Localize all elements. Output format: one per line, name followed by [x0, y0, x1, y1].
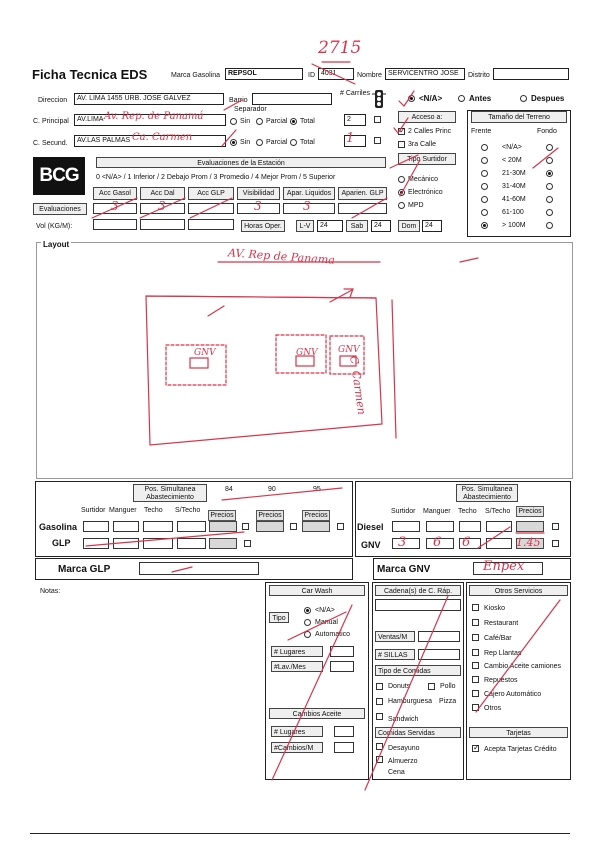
terreno-row-20: < 20M: [502, 157, 522, 164]
gnv-manguer-hand: 6: [433, 535, 442, 550]
surtidor-mecanico-radio[interactable]: [398, 176, 405, 183]
timing-antes-label: Antes: [469, 94, 492, 103]
frente-61100-radio[interactable]: [481, 209, 488, 216]
terreno-row-na: <N/A>: [502, 144, 522, 151]
terreno-header: Tamaño del Terreno: [471, 111, 567, 123]
fr-col-surtidor: Surtidor: [391, 508, 416, 515]
gasolina-techo-input[interactable]: [143, 521, 173, 532]
id-field[interactable]: 4031: [318, 68, 354, 80]
octane-95: 95: [313, 486, 321, 493]
c-secund-label: C. Secund.: [33, 140, 68, 147]
gasolina-precio-84[interactable]: [209, 521, 237, 532]
eval-col-aparien-glp: Aparien. GLP: [338, 187, 387, 200]
c-principal-handwritten: Av. Rep. de Panamá: [104, 111, 204, 122]
id-handwritten: 2715: [318, 38, 362, 58]
carriles-1-check[interactable]: [374, 116, 381, 123]
cadena-field[interactable]: [375, 599, 461, 611]
sillas-field[interactable]: [418, 649, 460, 660]
car-wash-na-radio[interactable]: [304, 607, 311, 614]
evaluaciones-scale: 0 <N/A> / 1 Inferior / 2 Debajo Prom / 3 Promedio / 4 Mejor Prom / 5 Superior: [96, 174, 336, 181]
pos-simultanea-right: Pos. Simultanea Abastecimiento: [456, 484, 518, 502]
sep2-parcial-radio[interactable]: [256, 139, 263, 146]
gasolina-95-check[interactable]: [337, 523, 344, 530]
layout-panel: [36, 242, 573, 479]
c-secund-handwritten: Ca. Carmen: [132, 132, 193, 143]
eval-col-visibilidad: Visibilidad: [237, 187, 280, 200]
c-principal-label: C. Principal: [33, 118, 69, 125]
almuerzo-label: Almuerzo: [388, 758, 418, 765]
sep2-sin-radio[interactable]: [230, 139, 237, 146]
vol-glp-input[interactable]: [188, 219, 234, 230]
frente-20-radio[interactable]: [481, 157, 488, 164]
eval-aparien-glp-input[interactable]: [338, 203, 387, 214]
donuts-label: Donuts: [388, 683, 411, 690]
traffic-light-icon: [372, 89, 386, 111]
desayuno-check[interactable]: [376, 743, 383, 750]
surtidor-mpd-label: MPD: [408, 202, 424, 209]
cambios-cambios-field[interactable]: [334, 742, 354, 753]
vol-dal-input[interactable]: [140, 219, 185, 230]
terreno-row-61100: 61-100: [502, 209, 524, 216]
cena-label: Cena: [388, 769, 405, 776]
gasolina-label: Gasolina: [39, 522, 78, 532]
cambios-lugares-label: # Lugares: [271, 726, 323, 737]
carriles-label: # Carriles: [340, 90, 370, 97]
vol-label: Vol (KG/M):: [36, 223, 73, 230]
horas-oper-label: Horas Oper.: [241, 220, 285, 232]
distrito-label: Distrito: [468, 72, 490, 79]
car-wash-auto-label: Automatico: [315, 631, 351, 638]
car-wash-lugares-label: # Lugares: [271, 646, 323, 657]
sep1-total-label: Total: [300, 118, 315, 125]
diesel-stecho-input[interactable]: [486, 521, 512, 532]
nombre-label: Nombre: [357, 72, 382, 79]
gnv-surtidor-hand: 3: [398, 535, 407, 550]
gasolina-manguer-input[interactable]: [113, 521, 139, 532]
surtidor-mpd-radio[interactable]: [398, 202, 405, 209]
fl-col-stecho: S/Techo: [175, 507, 201, 514]
marca-glp-label: Marca GLP: [58, 564, 111, 575]
sep2-total-radio[interactable]: [290, 139, 297, 146]
frente-4160-radio[interactable]: [481, 196, 488, 203]
hamburguesa-check[interactable]: [376, 698, 383, 705]
fondo-2130-radio[interactable]: [546, 170, 553, 177]
eval-acc-dal-hand: 3: [158, 199, 166, 213]
layout-gnv-1: GNV: [194, 348, 216, 358]
timing-antes-radio[interactable]: [458, 95, 465, 102]
sillas-label: # SILLAS: [375, 649, 415, 660]
gasolina-precio-95[interactable]: [302, 521, 330, 532]
gnv-check[interactable]: [552, 540, 559, 547]
surtidor-mecanico-label: Mecánico: [408, 176, 438, 183]
otros-header: Otros Servicios: [469, 585, 568, 596]
car-wash-manual-label: Manual: [315, 619, 338, 626]
glp-check[interactable]: [244, 540, 251, 547]
cafebar-label: Café/Bar: [484, 635, 512, 642]
fondo-100-radio[interactable]: [546, 222, 553, 229]
sep1-parcial-label: Parcial: [266, 118, 288, 125]
gasolina-stecho-input[interactable]: [177, 521, 206, 532]
layout-gnv-3: GNV: [338, 345, 360, 355]
otros-check[interactable]: [472, 704, 479, 711]
desayuno-label: Desayuno: [388, 745, 420, 752]
separador-label: Separador: [234, 106, 267, 113]
glp-precio[interactable]: [209, 538, 237, 549]
fondo-na-radio[interactable]: [546, 144, 553, 151]
terreno-row-2130: 21-30M: [502, 170, 526, 177]
timing-na-label: <N/A>: [419, 94, 443, 103]
acceso-3ra-check[interactable]: [398, 141, 405, 148]
car-wash-na-label: <N/A>: [315, 607, 335, 614]
eval-col-acc-gasol: Acc Gasol: [93, 187, 137, 200]
carriles-2-check[interactable]: [374, 137, 381, 144]
ventas-field[interactable]: [418, 631, 460, 642]
sandwich-check[interactable]: [376, 713, 383, 720]
rep-llantas-check[interactable]: [472, 649, 479, 656]
eval-acc-glp-input[interactable]: [188, 203, 234, 214]
fl-precios-84: Precios: [208, 510, 236, 521]
repuestos-check[interactable]: [472, 676, 479, 683]
marca-glp-field[interactable]: [139, 562, 259, 575]
surtidor-electronico-label: Electrónico: [408, 189, 443, 196]
layout-street-top: AV. Rep de Panama: [227, 246, 336, 267]
gnv-label: GNV: [361, 540, 381, 550]
gasolina-surtidor-input[interactable]: [83, 521, 109, 532]
evaluaciones-header: Evaluaciones de la Estación: [96, 157, 386, 168]
pollo-label: Pollo: [440, 683, 456, 690]
frente-3140-radio[interactable]: [481, 183, 488, 190]
cambio-aceite-camiones-label: Cambio Aceite camiones: [484, 663, 562, 670]
fondo-61100-radio[interactable]: [546, 209, 553, 216]
acceso-2calles-label: 2 Calles Princ: [408, 128, 452, 135]
layout-title: Layout: [43, 240, 70, 249]
kiosko-label: Kiosko: [484, 605, 506, 612]
dom-label: Dom: [398, 220, 420, 232]
car-wash-lav-label: #Lav./Mes: [271, 661, 323, 672]
glp-surtidor-input[interactable]: [83, 538, 109, 549]
timing-na-radio[interactable]: [408, 95, 415, 102]
sep1-sin-radio[interactable]: [230, 118, 237, 125]
fr-col-manguer: Manguer: [423, 508, 451, 515]
car-wash-header: Car Wash: [269, 585, 365, 596]
car-wash-lav-field[interactable]: [330, 661, 354, 672]
diesel-manguer-input[interactable]: [426, 521, 454, 532]
frente-2130-radio[interactable]: [481, 170, 488, 177]
gnv-stecho-input[interactable]: [486, 538, 512, 549]
diesel-surtidor-input[interactable]: [392, 521, 420, 532]
fl-col-manguer: Manguer: [109, 507, 137, 514]
restaurant-label: Restaurant: [484, 620, 519, 627]
eval-visibilidad-hand: 3: [254, 199, 262, 213]
repuestos-label: Repuestos: [484, 677, 518, 684]
frente-100-radio[interactable]: [481, 222, 488, 229]
acceso-header: Acceso a:: [398, 111, 456, 123]
cajero-check[interactable]: [472, 690, 479, 697]
car-wash-tipo-label: Tipo: [269, 612, 289, 623]
frente-label: Frente: [471, 128, 492, 135]
glp-stecho-input[interactable]: [177, 538, 206, 549]
surtidor-electronico-radio[interactable]: [398, 189, 405, 196]
nombre-field[interactable]: SERVICENTRO JOSE: [385, 68, 465, 80]
gasolina-90-check[interactable]: [290, 523, 297, 530]
notas-label: Notas:: [40, 588, 61, 595]
donuts-check[interactable]: [376, 683, 383, 690]
sab-label: Sab: [346, 220, 368, 232]
dom-field[interactable]: 24: [422, 220, 442, 232]
layout-gnv-2: GNV: [296, 348, 318, 358]
pizza-label: Pizza: [439, 698, 457, 705]
fl-col-surtidor: Surtidor: [81, 507, 106, 514]
diesel-techo-input[interactable]: [459, 521, 481, 532]
fondo-4160-radio[interactable]: [546, 196, 553, 203]
c-secund-field[interactable]: AV.LAS PALMAS: [74, 135, 226, 147]
diesel-label: Diesel: [357, 522, 384, 532]
glp-techo-input[interactable]: [143, 538, 173, 549]
glp-manguer-input[interactable]: [113, 538, 139, 549]
acceso-2calles-check[interactable]: [398, 128, 405, 135]
vol-gasol-input[interactable]: [93, 219, 137, 230]
gnv-techo-hand: 6: [462, 535, 471, 550]
page-title: Ficha Tecnica EDS: [32, 67, 148, 82]
marca-gnv-hand: Enpex: [483, 559, 525, 574]
octane-84: 84: [225, 486, 233, 493]
kiosko-check[interactable]: [472, 604, 479, 611]
tarjetas-check[interactable]: [472, 745, 479, 752]
fl-precios-95: Precios: [302, 510, 330, 521]
otros-label: Otros: [484, 705, 502, 712]
fl-precios-90: Precios: [256, 510, 284, 521]
carriles-handwritten: 1: [346, 131, 355, 146]
marca-gnv-label: Marca GNV: [377, 564, 431, 575]
frente-na-radio[interactable]: [481, 144, 488, 151]
bottom-rule: [30, 833, 570, 834]
bcg-logo: BCG: [33, 157, 85, 195]
sandwich-label: Sandwich: [388, 716, 419, 723]
evaluaciones-row-label: Evaluaciones: [33, 203, 87, 215]
ventas-label: Ventas/M: [375, 631, 415, 642]
gnv-precio-hand: 1.45: [516, 536, 541, 549]
fondo-label: Fondo: [537, 128, 557, 135]
lv-field[interactable]: 24: [317, 220, 343, 232]
cafebar-check[interactable]: [472, 634, 479, 641]
sep1-parcial-radio[interactable]: [256, 118, 263, 125]
fr-col-techo: Techo: [458, 508, 477, 515]
carriles-1-field[interactable]: 2: [344, 114, 366, 126]
direccion-field[interactable]: AV. LIMA 1455 URB. JOSE GALVEZ: [74, 93, 224, 105]
sab-field[interactable]: 24: [371, 220, 391, 232]
car-wash-manual-radio[interactable]: [304, 619, 311, 626]
glp-label: GLP: [52, 538, 71, 548]
terreno-row-4160: 41-60M: [502, 196, 526, 203]
fondo-3140-radio[interactable]: [546, 183, 553, 190]
eval-col-apar-liquidos: Apar. Liquidos: [283, 187, 335, 200]
c-principal-field[interactable]: AV.LIMA: [74, 114, 226, 126]
marca-gasolina-label: Marca Gasolina: [171, 72, 221, 79]
sep2-parcial-label: Parcial: [266, 139, 288, 146]
marca-gasolina-field[interactable]: REPSOL: [225, 68, 303, 80]
tipo-comidas-header: Tipo de Comidas: [375, 665, 461, 676]
cambios-lugares-field[interactable]: [334, 726, 354, 737]
car-wash-auto-radio[interactable]: [304, 631, 311, 638]
tarjetas-label: Acepta Tarjetas Crédito: [484, 746, 557, 753]
hamburguesa-label: Hamburguesa: [388, 698, 432, 705]
gasolina-84-check[interactable]: [242, 523, 249, 530]
fondo-20-radio[interactable]: [546, 157, 553, 164]
octane-90: 90: [268, 486, 276, 493]
gasolina-precio-90[interactable]: [256, 521, 284, 532]
car-wash-lugares-field[interactable]: [330, 646, 354, 657]
comidas-servidas-header: Comidas Servidas: [375, 727, 461, 738]
restaurant-check[interactable]: [472, 619, 479, 626]
timing-despues-label: Despues: [531, 94, 565, 103]
fl-col-techo: Techo: [144, 507, 163, 514]
distrito-field[interactable]: [493, 68, 569, 80]
fr-precios: Precios: [516, 506, 544, 517]
fr-col-stecho: S/Techo: [485, 508, 511, 515]
layout-street-right: C. Carmen: [347, 355, 369, 416]
almuerzo-check[interactable]: [376, 756, 383, 763]
eval-acc-gasol-hand: 3: [111, 199, 119, 213]
pollo-check[interactable]: [428, 683, 435, 690]
sep2-sin-label: Sin: [240, 139, 251, 146]
timing-despues-radio[interactable]: [520, 95, 527, 102]
eval-col-acc-glp: Acc GLP: [188, 187, 234, 200]
pos-simultanea-left: Pos. Simultanea Abastecimiento: [133, 484, 207, 502]
cambios-aceite-header: Cambios Aceite: [269, 708, 365, 719]
rep-llantas-label: Rep Llantas: [484, 650, 522, 657]
cambios-cambios-label: #Cambios/M: [271, 742, 323, 753]
barrio-field[interactable]: [252, 93, 332, 105]
eval-apar-liquidos-hand: 3: [303, 199, 311, 213]
sep2-total-label: Total: [300, 139, 315, 146]
diesel-precio[interactable]: [516, 521, 544, 532]
acceso-3ra-label: 3ra Calle: [408, 141, 437, 148]
terreno-row-3140: 31-40M: [502, 183, 526, 190]
tarjetas-header: Tarjetas: [469, 727, 568, 738]
id-label: ID: [308, 72, 315, 79]
lv-label: L-V: [296, 220, 314, 232]
cajero-label: Cajero Automático: [484, 691, 542, 698]
terreno-row-100: > 100M: [502, 222, 526, 229]
eval-col-acc-dal: Acc Dal: [140, 187, 185, 200]
cadena-header: Cadena(s) de C. Ráp.: [375, 585, 461, 596]
sep1-sin-label: Sin: [240, 118, 251, 125]
direccion-label: Direccion: [38, 97, 68, 104]
sep1-total-radio[interactable]: [290, 118, 297, 125]
barrio-label: Barrio: [229, 97, 248, 104]
cambio-aceite-camiones-check[interactable]: [472, 662, 479, 669]
tipo-surtidor-header: Tipo Surtidor: [398, 153, 456, 165]
diesel-check[interactable]: [552, 523, 559, 530]
